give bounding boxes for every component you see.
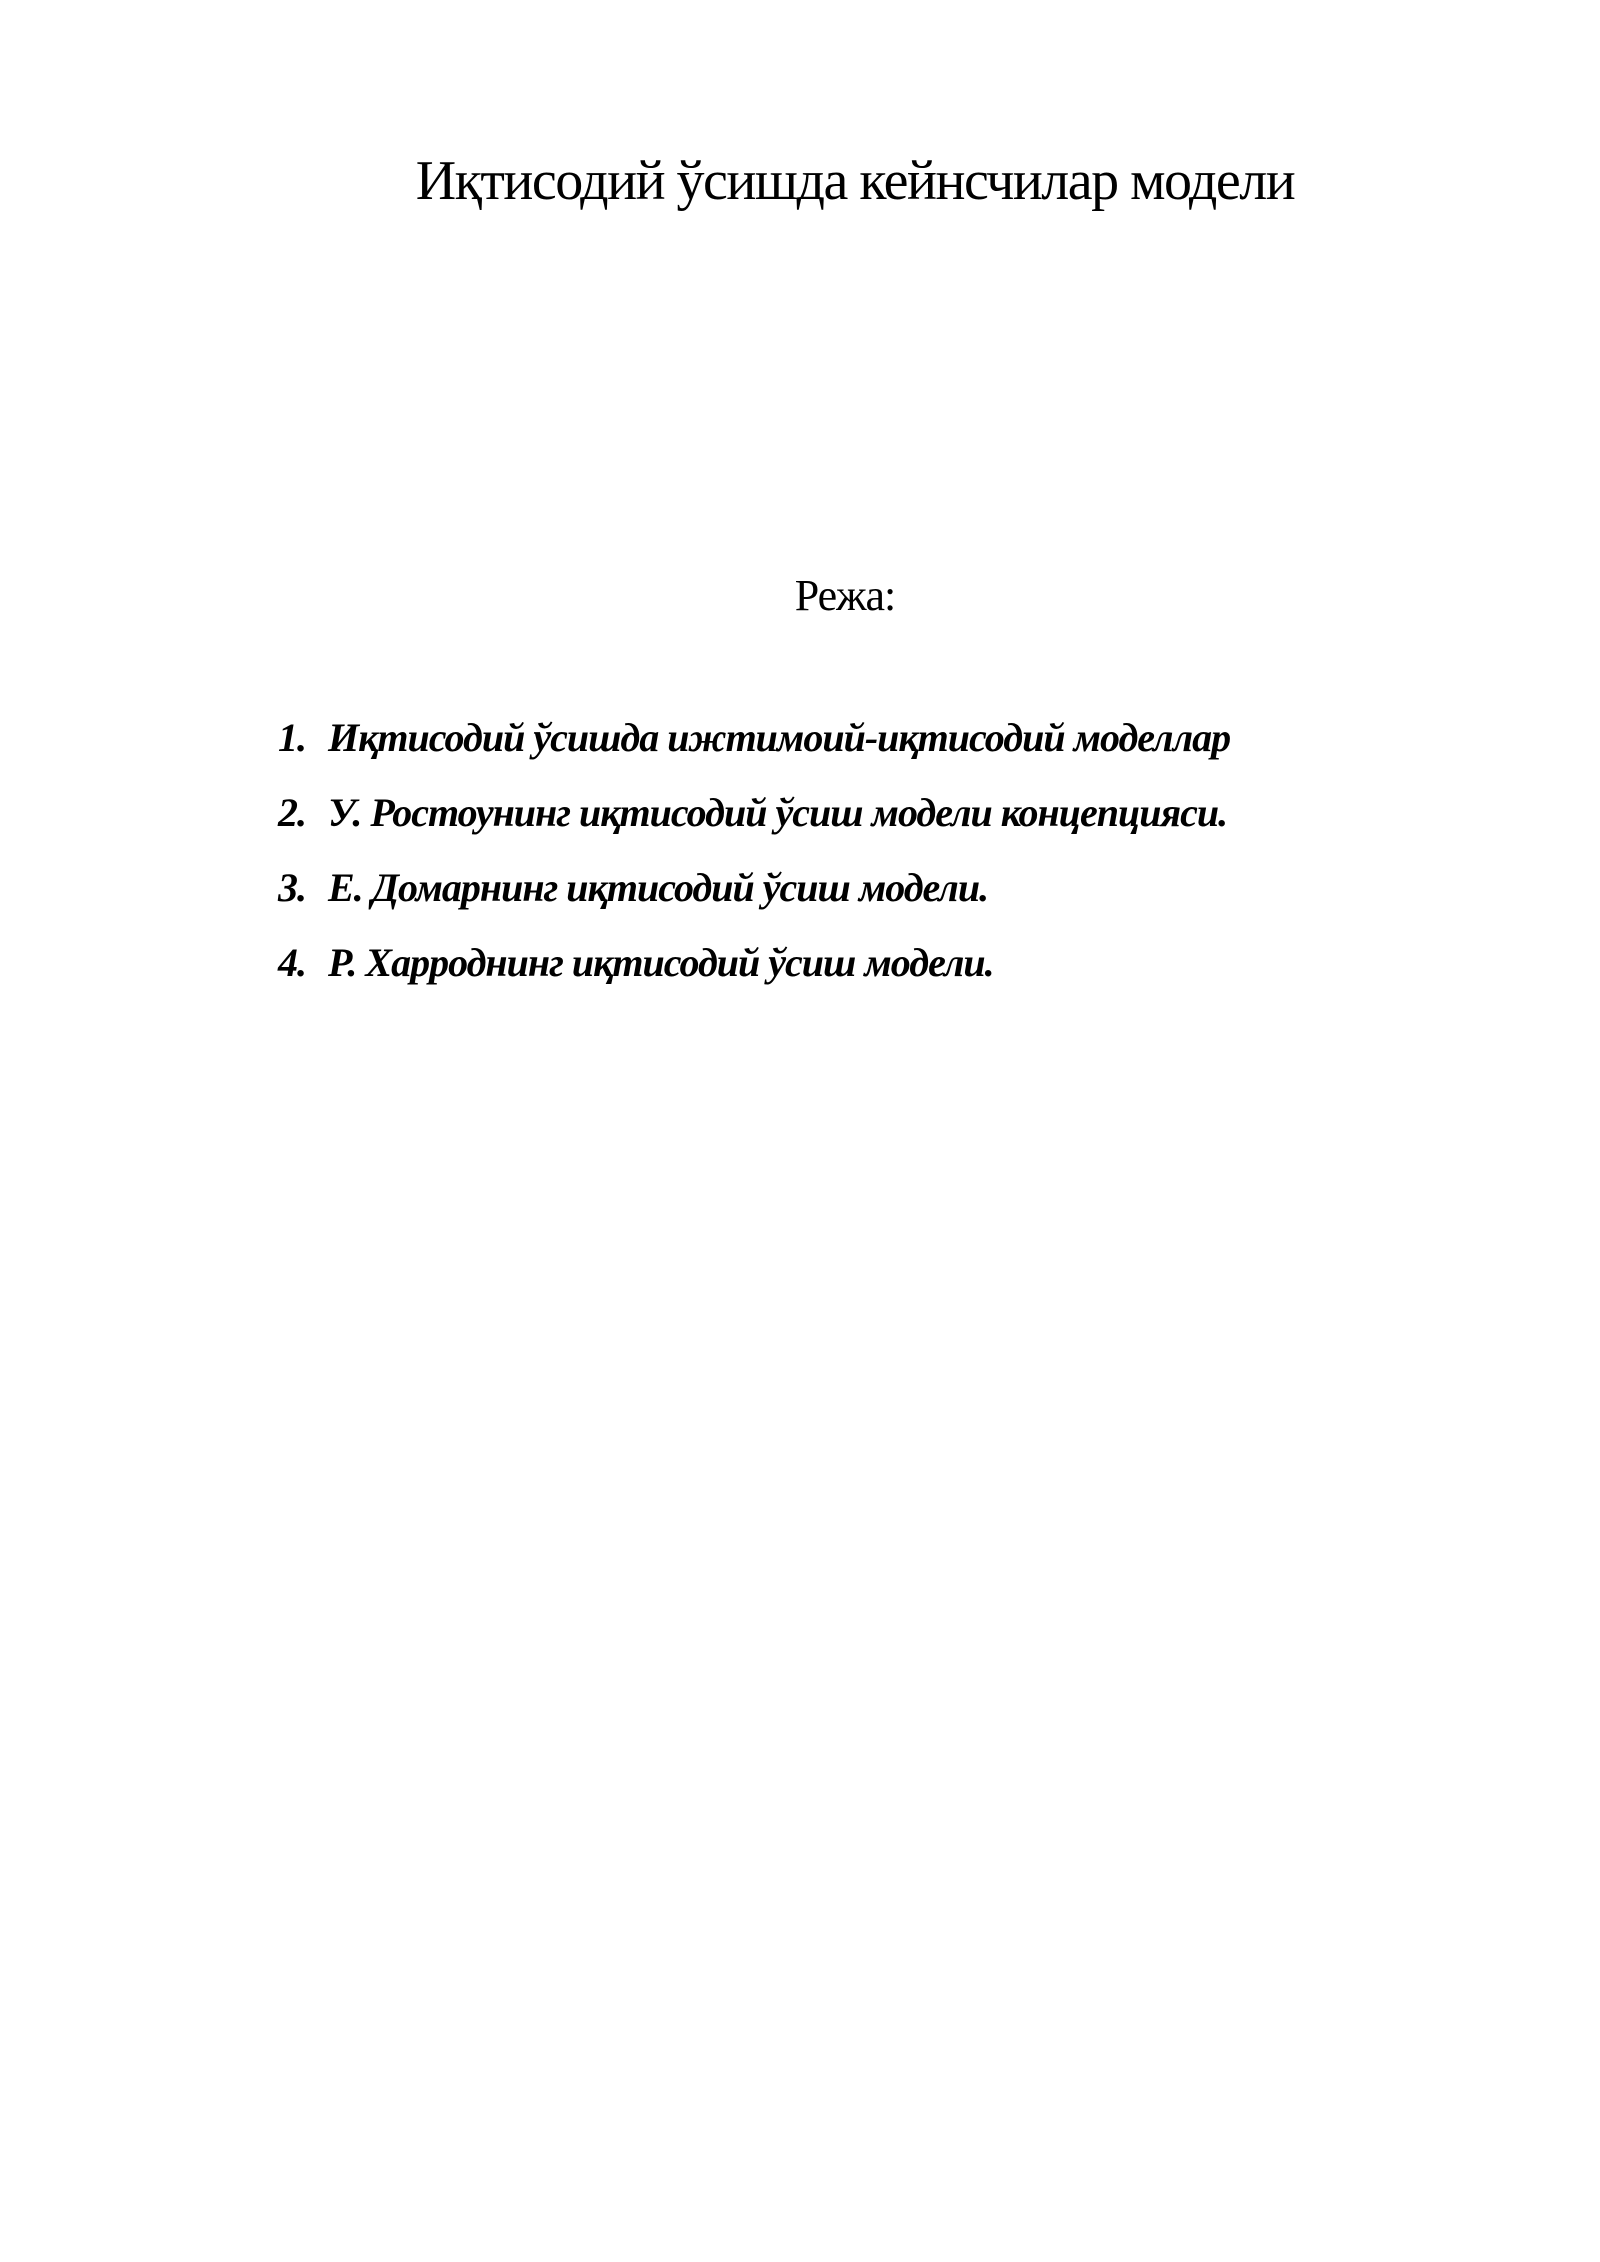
plan-item-text: Е. Домарнинг иқтисодий ўсиш модели. <box>328 865 989 910</box>
plan-item-text: Иқтисодий ўсишда ижтимоий-иқтисодий моделлар <box>328 715 1231 760</box>
plan-item <box>278 864 1428 939</box>
plan-item <box>278 939 1428 1014</box>
plan-item <box>278 714 1428 789</box>
plan-heading: Режа: <box>794 571 896 620</box>
document-title: Иқтисодий ўсишда кейнсчилар модели <box>415 150 1295 212</box>
plan-item-number: 2. <box>278 790 306 835</box>
plan-item-text: У. Ростоунинг иқтисодий ўсиш модели концепцияси. <box>328 790 1228 835</box>
plan-item-number: 4. <box>278 940 306 985</box>
plan-item-number: 1. <box>278 715 306 760</box>
plan-item <box>278 789 1428 864</box>
plan-list <box>278 714 1428 1014</box>
plan-item-text: Р. Харроднинг иқтисодий ўсиш модели. <box>328 940 994 985</box>
plan-item-number: 3. <box>278 865 306 910</box>
